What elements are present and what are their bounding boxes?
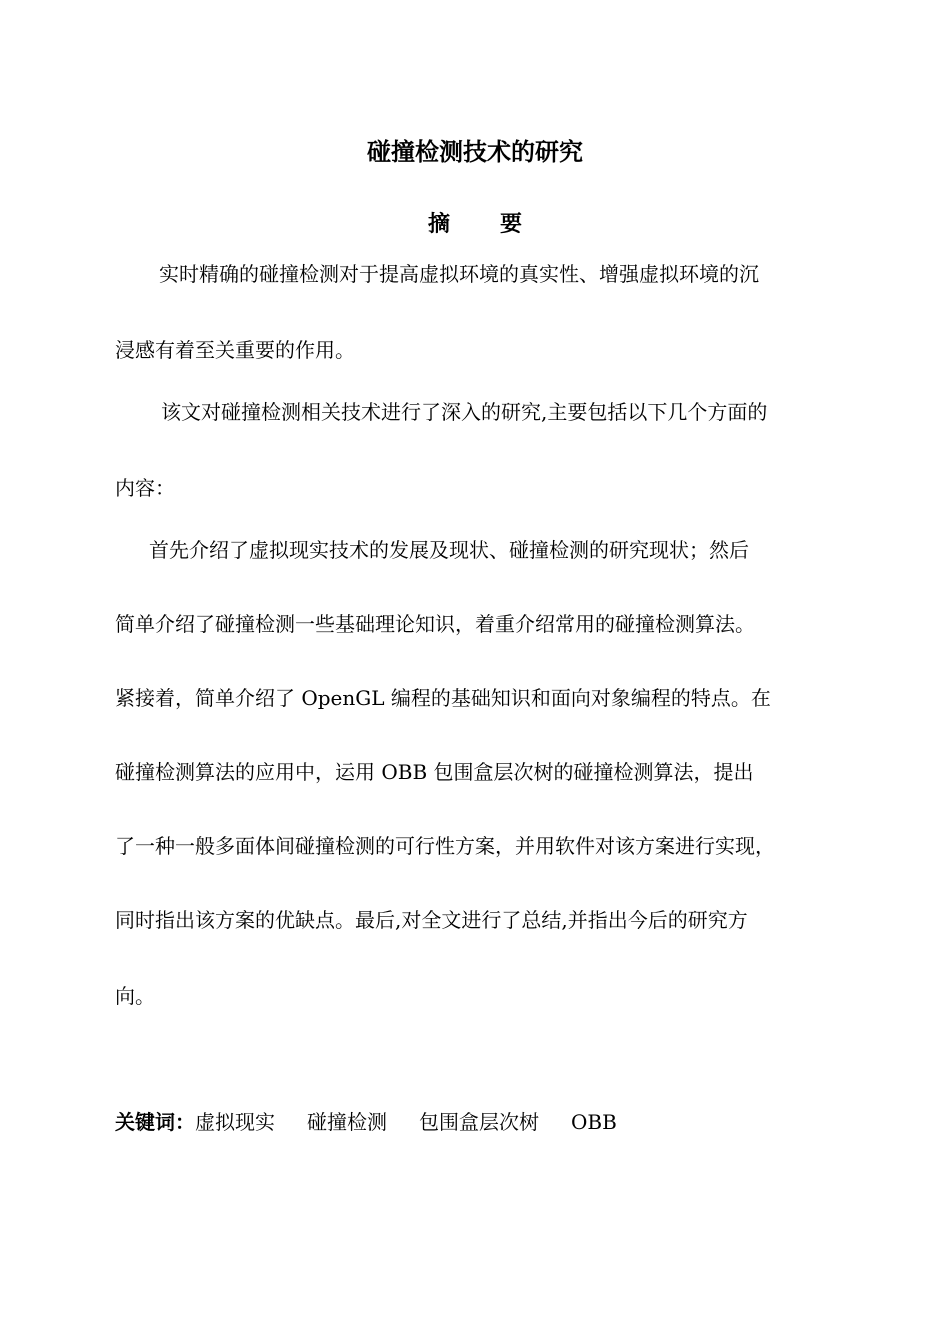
abstract-line-11: 向。 [115, 984, 155, 1008]
abstract-line-10: 同时指出该方案的优缺点。最后,对全文进行了总结,并指出今后的研究方 [115, 908, 748, 932]
abstract-line-6: 简单介绍了碰撞检测一些基础理论知识，着重介绍常用的碰撞检测算法。 [115, 612, 755, 636]
abstract-line-9: 了一种一般多面体间碰撞检测的可行性方案，并用软件对该方案进行实现， [115, 834, 775, 858]
abstract-heading: 摘要 [427, 212, 572, 237]
abstract-line-5: 首先介绍了虚拟现实技术的发展及现状、碰撞检测的研究现状；然后 [149, 538, 749, 562]
keyword: 虚拟现实 [195, 1110, 275, 1134]
abstract-line-7: 紧接着，简单介绍了 OpenGL 编程的基础知识和面向对象编程的特点。在 [115, 686, 771, 710]
keywords-row [115, 1108, 617, 1136]
abstract-line-4: 内容： [115, 476, 175, 500]
abstract-line-2: 浸感有着至关重要的作用。 [115, 338, 355, 362]
abstract-line-1: 实时精确的碰撞检测对于提高虚拟环境的真实性、增强虚拟环境的沉 [159, 262, 759, 286]
keyword: OBB [571, 1110, 617, 1134]
abstract-line-8: 碰撞检测算法的应用中，运用 OBB 包围盒层次树的碰撞检测算法，提出 [115, 760, 754, 784]
keywords-label: 关键词： [115, 1110, 195, 1134]
document-title: 碰撞检测技术的研究 [367, 138, 583, 166]
abstract-line-3: 该文对碰撞检测相关技术进行了深入的研究,主要包括以下几个方面的 [161, 400, 768, 424]
keyword: 碰撞检测 [307, 1110, 387, 1134]
keyword: 包围盒层次树 [419, 1110, 539, 1134]
